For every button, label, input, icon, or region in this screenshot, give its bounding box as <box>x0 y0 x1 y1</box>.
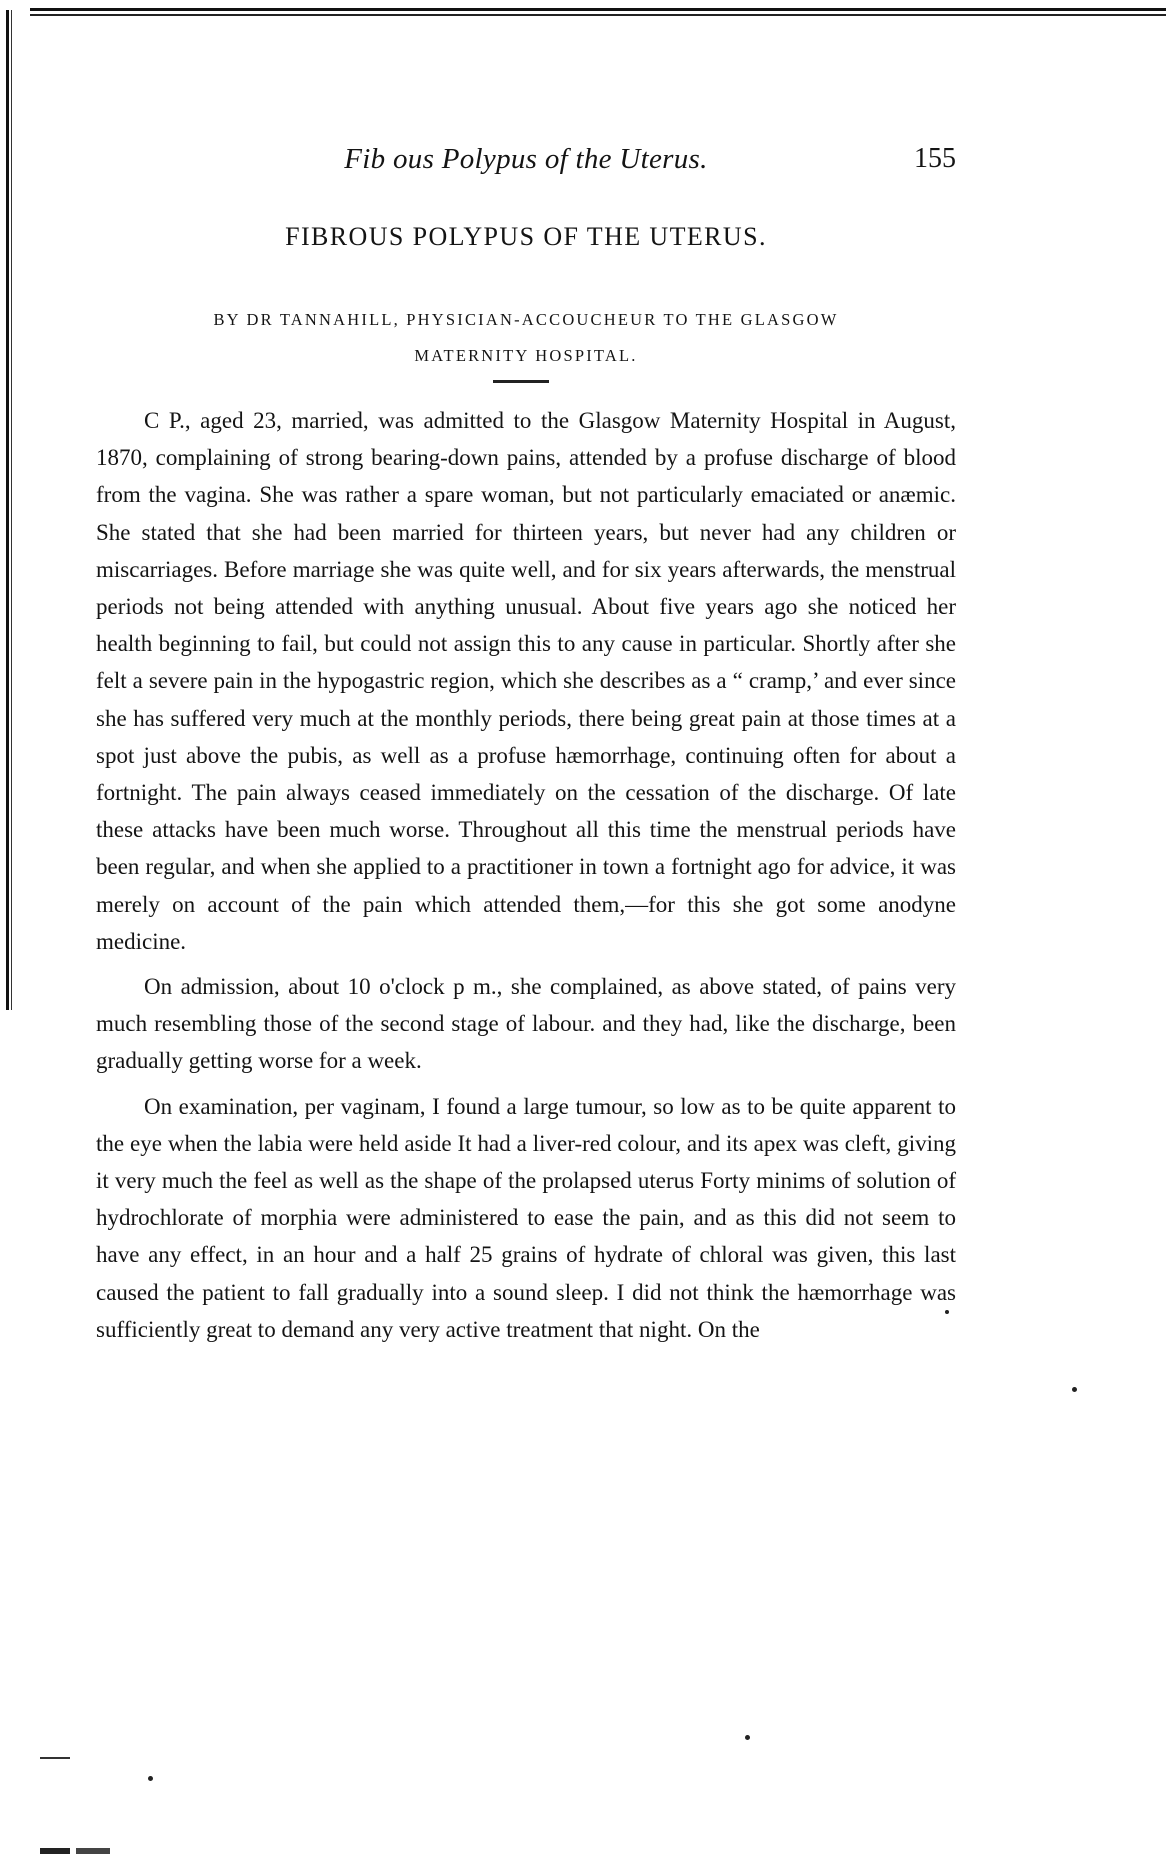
title-divider <box>493 380 549 383</box>
article-body <box>96 402 956 1356</box>
scan-left-border <box>6 10 14 1010</box>
running-head <box>96 143 956 183</box>
scan-artifact-dot <box>148 1776 153 1781</box>
article-title: FIBROUS POLYPUS OF THE UTERUS. <box>285 222 767 251</box>
byline <box>96 302 956 374</box>
scan-artifact-dash <box>40 1757 70 1759</box>
body-paragraph: On admission, about 10 o'clock p m., she complained, as above stated, of pains very much resembling those of the second stage of labour. and they had, like the discharge, been gradually getting worse for a week. <box>96 974 956 1074</box>
body-paragraph: On examination, per vaginam, I found a large tumour, so low as to be quite apparent to the eye when the labia were held aside It had a liver-red colour, and its apex was cleft, giving it very much the feel as well as the shape of the prolapsed uterus Forty minims of solution of hydrochlorate of morphia were administered to ease the pain, and as this did not seem to have any effect, in an hour and a half 25 grains of hydrate of chloral was given, this last caused the patient to fall gradually into a sound sleep. I did not think the hæmorrhage was sufficiently great to demand any very active treatment that night. On the <box>96 1093 956 1342</box>
byline-line: BY DR TANNAHILL, PHYSICIAN-ACCOUCHEUR TO THE GLASGOW <box>213 310 839 329</box>
running-title: Fib ous Polypus of the Uterus. <box>344 143 708 175</box>
scan-artifact-mark <box>40 1848 110 1854</box>
scan-artifact-dot <box>745 1735 750 1740</box>
page-number: 155 <box>914 143 956 174</box>
scan-top-border <box>30 8 1166 20</box>
body-paragraph: C P., aged 23, married, was admitted to the Glasgow Maternity Hospital in August, 1870, complaining of strong bearing-down pains, attended by a profuse discharge of blood from the vagina. She was rather a spare woman, but not particularly emaciated or anæmic. She stated that she had been married for thirteen years, but never had any children or miscarriages. Before marriage she was quite well, and for six years afterwards, the menstrual periods not being attended with anything unusual. About five years ago she noticed her health beginning to fail, but could not assign this to any cause in particular. Shortly after she felt a severe pain in the hypogastric region, which she describes as a “ cramp,’ and ever since she has suffered very much at the monthly periods, there being great pain at those times at a spot just above the pubis, as well as a profuse hæmorrhage, continuing often for about a fortnight. The pain always ceased immediately on the cessation of the discharge. Of late these attacks have been much worse. Throughout all this time the menstrual periods have been regular, and when she applied to a practitioner in town a fortnight ago for advice, it was merely on account of the pain which attended them,—for this she got some anodyne medicine. <box>96 408 956 954</box>
byline-line: MATERNITY HOSPITAL. <box>414 346 638 365</box>
scan-artifact-dot <box>1072 1387 1077 1392</box>
